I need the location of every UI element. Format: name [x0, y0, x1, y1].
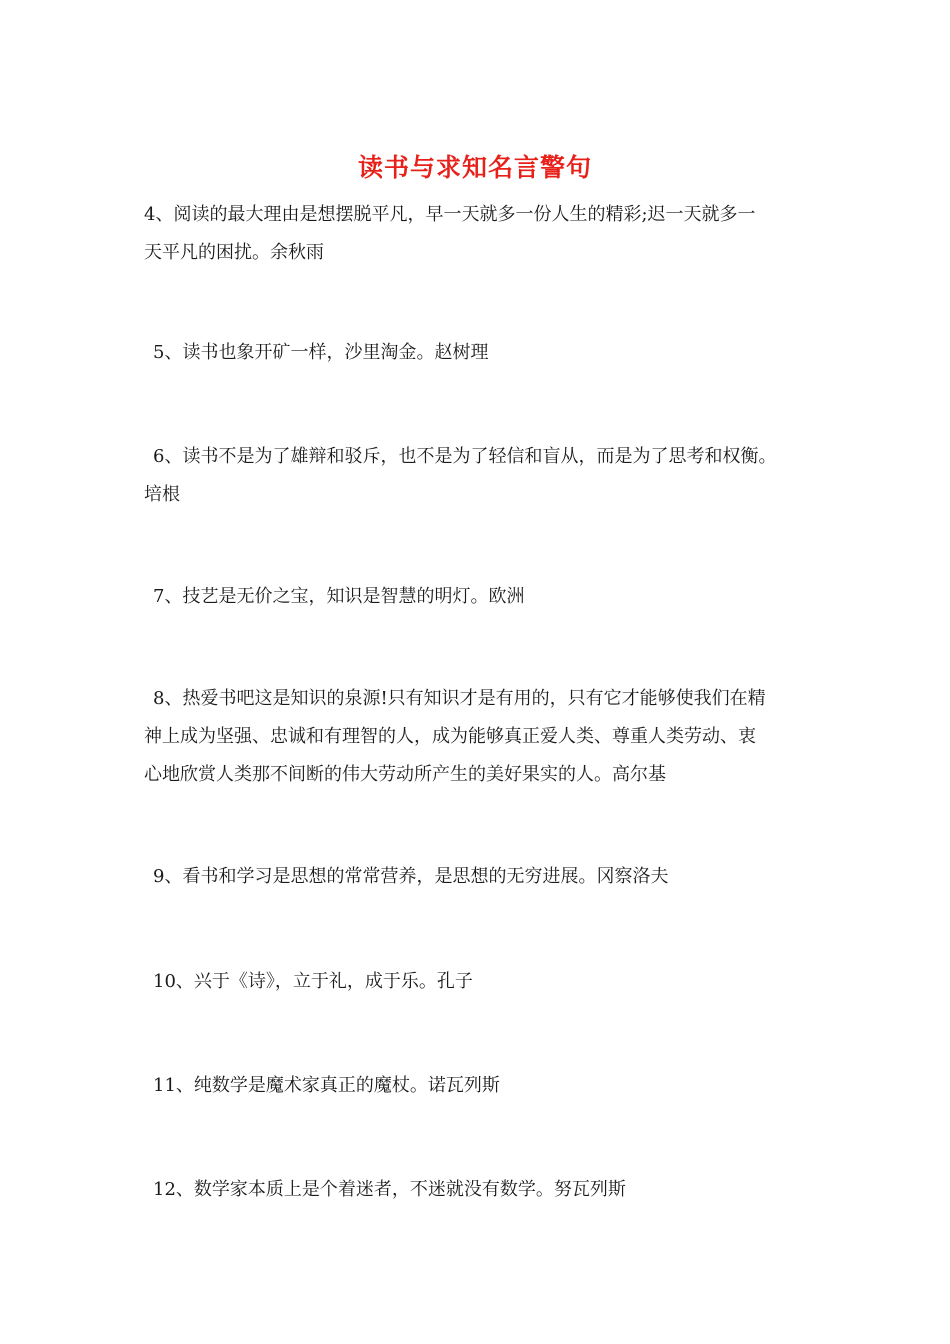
quote-paragraph	[144, 680, 808, 794]
quote-paragraph	[144, 963, 817, 1001]
quote-line: 10、兴于《诗》，立于礼，成于乐。孔子	[153, 971, 473, 992]
quote-paragraph	[144, 196, 808, 272]
quote-line: 6、读书不是为了雄辩和驳斥，也不是为了轻信和盲从，而是为了思考和权衡。	[153, 446, 777, 467]
quote-line: 8、热爱书吧这是知识的泉源!只有知识才是有用的，只有它才能够使我们在精	[153, 688, 766, 709]
quote-line: 4、阅读的最大理由是想摆脱平凡，早一天就多一份人生的精彩;迟一天就多一	[144, 204, 756, 225]
quote-paragraph	[144, 334, 817, 372]
quote-line: 心地欣赏人类那不间断的伟大劳动所产生的美好果实的人。高尔基	[144, 764, 666, 785]
quote-paragraph	[144, 438, 808, 514]
quote-paragraph	[144, 1171, 817, 1209]
page-title: 读书与求知名言警句	[357, 153, 592, 182]
quote-line: 神上成为坚强、忠诚和有理智的人，成为能够真正爱人类、尊重人类劳动、衷	[144, 726, 756, 747]
quote-line: 9、看书和学习是思想的常常营养，是思想的无穷进展。冈察洛夫	[153, 866, 669, 887]
quote-line: 培根	[144, 484, 180, 505]
quote-line: 12、数学家本质上是个着迷者，不迷就没有数学。努瓦列斯	[153, 1179, 626, 1200]
quote-line: 11、纯数学是魔术家真正的魔杖。诺瓦列斯	[153, 1075, 500, 1096]
quote-paragraph	[144, 1067, 817, 1105]
quote-line: 天平凡的困扰。余秋雨	[144, 242, 324, 263]
quote-line: 7、技艺是无价之宝，知识是智慧的明灯。欧洲	[153, 586, 525, 607]
quote-paragraph	[144, 858, 817, 896]
quote-line: 5、读书也象开矿一样，沙里淘金。赵树理	[153, 342, 489, 363]
quote-paragraph	[144, 578, 817, 616]
